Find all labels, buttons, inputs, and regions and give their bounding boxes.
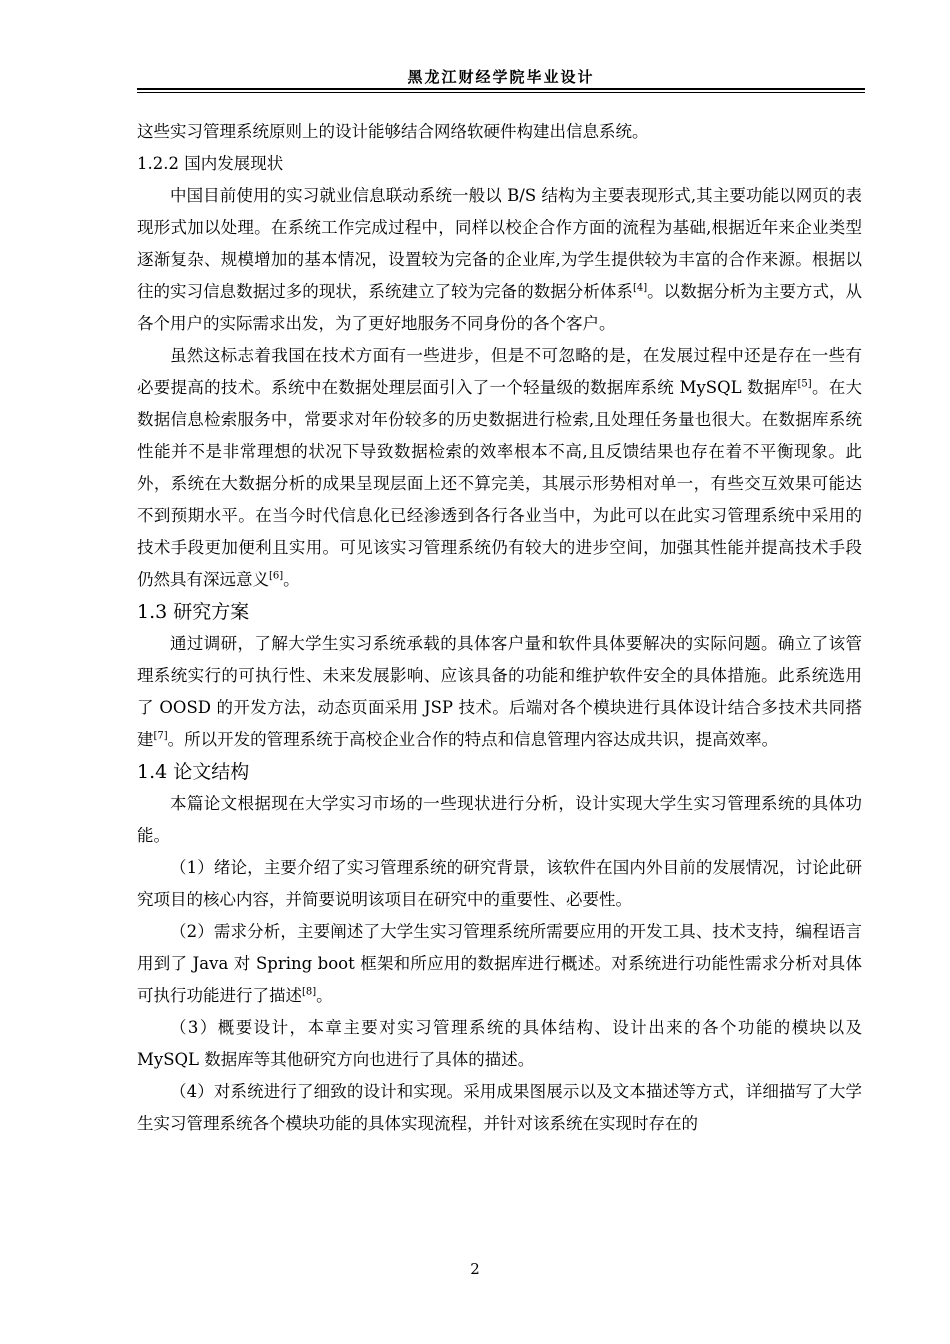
header-rule-thin [137, 92, 865, 93]
paragraph: 中国目前使用的实习就业信息联动系统一般以 B/S 结构为主要表现形式,其主要功能以网页的表现形式加以处理。在系统工作完成过程中，同样以校企合作方面的流程为基础,根据近年来企业类型逐渐复杂、规模增加的基本情况，设置较为完备的企业库,为学生提供较为丰富的合作来源。根据以往的实习信息数据过多的现状，系统建立了较为完备的数据分析体系[4]。以数据分析为主要方式，从各个用户的实际需求出发，为了更好地服务不同身份的各个客户。 [137, 186, 863, 333]
citation-ref: [5] [797, 378, 812, 390]
paragraph: 虽然这标志着我国在技术方面有一些进步，但是不可忽略的是，在发展过程中还是存在一些有必要提高的技术。系统中在数据处理层面引入了一个轻量级的数据库系统 MySQL 数据库[5]。在大数据信息检索服务中，常要求对年份较多的历史数据进行检索,且处理任务量也很大。在数据库系统性能并不是非常理想的状况下导致数据检索的效率根本不高,且反馈结果也存在着不平衡现象。此外，系统在大数据分析的成果呈现层面上还不算完美，其展示形势相对单一，有些交互效果可能达不到预期水平。在当今时代信息化已经渗透到各行各业当中，为此可以在此实习管理系统中采用的技术手段更加便利且实用。可见该实习管理系统仍有较大的进步空间，加强其性能并提高技术手段仍然具有深远意义[6]。 [137, 346, 863, 589]
document-body [137, 116, 862, 1140]
list-item-3: （3）概要设计，本章主要对实习管理系统的具体结构、设计出来的各个功能的模块以及 MySQL 数据库等其他研究方向也进行了具体的描述。 [137, 1018, 862, 1069]
paragraph: 通过调研，了解大学生实习系统承载的具体客户量和软件具体要解决的实际问题。确立了该管理系统实行的可执行性、未来发展影响、应该具备的功能和维护软件安全的具体措施。此系统选用了 OOSD 的开发方法，动态页面采用 JSP 技术。后端对各个模块进行具体设计结合多技术共同搭建[7]。所以开发的管理系统于高校企业合作的特点和信息管理内容达成共识，提高效率。 [137, 634, 862, 749]
header-rule-thick [137, 88, 865, 90]
page-number: 2 [470, 1260, 480, 1278]
list-item-2: （2）需求分析，主要阐述了大学生实习管理系统所需要应用的开发工具、技术支持，编程语言用到了 Java 对 Spring boot 框架和所应用的数据库进行概述。对系统进行功能性需求分析对具体可执行功能进行了描述[8]。 [137, 922, 862, 1005]
citation-ref: [4] [632, 282, 648, 294]
citation-ref: [7] [153, 730, 168, 742]
paragraph: 这些实习管理系统原则上的设计能够结合网络软硬件构建出信息系统。 [137, 122, 649, 141]
paragraph: 本篇论文根据现在大学实习市场的一些现状进行分析，设计实现大学生实习管理系统的具体功能。 [137, 794, 862, 845]
section-heading-1-3: 1.3 研究方案 [137, 601, 250, 623]
list-item-1: （1）绪论，主要介绍了实习管理系统的研究背景，该软件在国内外目前的发展情况，讨论此研究项目的核心内容，并简要说明该项目在研究中的重要性、必要性。 [137, 858, 862, 909]
page-header: 黑龙江财经学院毕业设计 [407, 68, 595, 86]
section-heading-1-4: 1.4 论文结构 [137, 761, 250, 783]
citation-ref: [6] [269, 570, 284, 582]
citation-ref: [8] [302, 986, 317, 998]
list-item-4: （4）对系统进行了细致的设计和实现。采用成果图展示以及文本描述等方式，详细描写了大学生实习管理系统各个模块功能的具体实现流程，并针对该系统在实现时存在的 [137, 1082, 862, 1133]
section-heading-1-2-2: 1.2.2 国内发展现状 [137, 154, 284, 173]
